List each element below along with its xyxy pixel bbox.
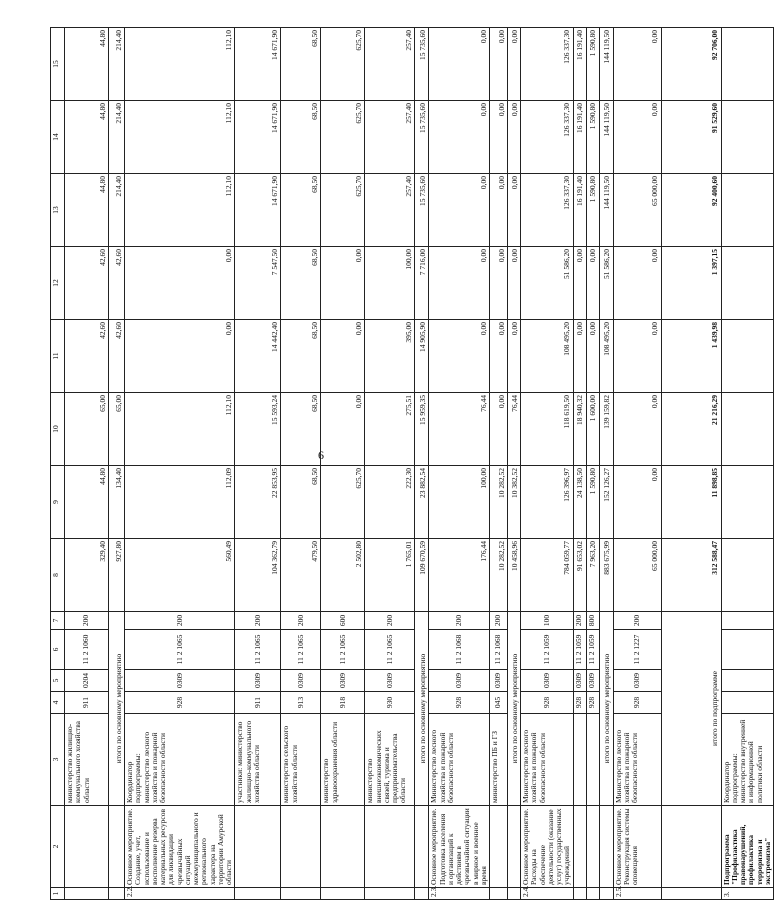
value-cell: 625,70 [321,101,365,174]
cell-rzpr: 0309 [125,670,235,692]
value-cell: 784 059,77 [521,539,574,612]
value-cell: 68,50 [281,101,321,174]
cell-csr: 11 2 1059 [573,630,586,670]
value-cell: 0,00 [573,247,586,320]
cell-rzpr: 0309 [321,670,365,692]
cell-grbs: 911 [235,692,281,714]
table-row [613,28,661,900]
value-cell: 0,00 [490,174,508,247]
cell-num: 2.5. [613,888,661,900]
value-cell: 42,60 [65,247,109,320]
header-cell-11: 11 [51,320,65,393]
cell-num [65,888,109,900]
cell-csr: 11 2 1065 [365,630,415,670]
cell-num [508,888,521,900]
value-cell: 10 382,52 [508,466,521,539]
value-cell: 214,40 [109,28,125,101]
empty-cell [721,247,774,320]
empty-cell [721,28,774,101]
value-cell: 257,40 [365,101,415,174]
header-cell-1: 1 [51,888,65,900]
header-cell-2: 2 [51,806,65,888]
header-row [51,28,65,900]
cell-grbs: 045 [490,692,508,714]
table-row [415,28,429,900]
cell-vr: 200 [573,612,586,630]
cell-csr: 11 2 1065 [235,630,281,670]
value-cell: 152 126,27 [599,466,613,539]
cell-vr: 200 [490,612,508,630]
value-cell: 23 882,54 [415,466,429,539]
value-cell: 0,00 [125,320,235,393]
cell-executor: министерство сельского хозяйства области [281,714,321,806]
value-cell: 68,50 [281,393,321,466]
value-cell: 0,00 [586,247,599,320]
header-cell-5: 5 [51,670,65,692]
table-row [490,28,508,900]
cell-vr: 200 [281,612,321,630]
value-cell: 0,00 [586,320,599,393]
value-cell: 44,80 [65,466,109,539]
value-cell: 0,00 [613,28,661,101]
value-cell: 1 439,98 [661,320,721,393]
value-cell: 14 671,90 [235,101,281,174]
value-cell: 0,00 [613,466,661,539]
value-cell: 68,50 [281,320,321,393]
value-cell: 42,60 [65,320,109,393]
cell-num: 2.2. [125,888,235,900]
value-cell: 100,00 [365,247,415,320]
value-cell: 91 653,02 [573,539,586,612]
value-cell: 126 337,30 [521,174,574,247]
value-cell: 68,50 [281,466,321,539]
value-cell: 312 588,47 [661,539,721,612]
cell-name [415,806,429,888]
cell-executor: министерство внешнеэкономических связей, туризма и предпринимательства области [365,714,415,806]
cell-vr: 200 [365,612,415,630]
value-cell: 0,00 [573,320,586,393]
table-row [521,28,574,900]
value-cell: 15 593,24 [235,393,281,466]
table-row [429,28,490,900]
empty-cell [721,466,774,539]
value-cell: 0,00 [429,247,490,320]
value-cell: 76,44 [429,393,490,466]
value-cell: 14 442,40 [235,320,281,393]
cell-name [508,806,521,888]
value-cell: 1 397,15 [661,247,721,320]
program-coordinator: Координатор подпрограммы: министерство внутренней и информационной политики области [721,714,774,806]
value-cell: 0,00 [321,247,365,320]
row-subtotal-label: итого по подпрограмме [661,612,721,806]
value-cell: 65,00 [65,393,109,466]
empty-cell [721,320,774,393]
cell-executor: министерство здравоохранения области [321,714,365,806]
cell-num [599,888,613,900]
row-total-label: итого по основному мероприятию [599,612,613,806]
value-cell: 68,50 [281,28,321,101]
header-cell-3: 3 [51,714,65,806]
cell-executor: участники: министерство жилищно-коммунального хозяйства области [235,714,281,806]
cell-executor [573,714,586,806]
cell-rzpr: 0309 [365,670,415,692]
cell-grbs: 928 [125,692,235,714]
cell-csr: 11 2 1065 [125,630,235,670]
table-rotation-wrapper [50,30,772,915]
value-cell: 222,30 [365,466,415,539]
cell-vr: 200 [235,612,281,630]
table-row [365,28,415,900]
cell-name [109,806,125,888]
value-cell: 329,40 [65,539,109,612]
table-row [65,28,109,900]
cell-grbs: 928 [429,692,490,714]
value-cell: 625,70 [321,28,365,101]
cell-name [661,806,721,888]
cell-executor: Министерство лесного хозяйства и пожарной безопасности области [521,714,574,806]
cell-num [235,888,281,900]
cell-num [281,888,321,900]
cell-name [490,806,508,888]
cell-name [586,806,599,888]
value-cell: 18 940,32 [573,393,586,466]
value-cell: 92 400,60 [661,174,721,247]
value-cell: 0,00 [490,393,508,466]
empty-cell [721,692,774,714]
cell-rzpr: 0309 [521,670,574,692]
value-cell: 1 600,00 [586,393,599,466]
value-cell: 24 138,50 [573,466,586,539]
table-row [586,28,599,900]
value-cell: 0,00 [613,247,661,320]
value-cell: 0,00 [508,101,521,174]
value-cell: 42,60 [109,247,125,320]
row-total-label: итого по основному мероприятию [109,612,125,806]
cell-vr: 200 [65,612,109,630]
value-cell: 395,00 [365,320,415,393]
value-cell: 112,10 [125,28,235,101]
value-cell: 65 000,00 [613,174,661,247]
cell-csr: 11 2 1227 [613,630,661,670]
value-cell: 560,49 [125,539,235,612]
cell-name [65,806,109,888]
value-cell: 0,00 [508,320,521,393]
cell-num [415,888,429,900]
cell-rzpr: 0309 [573,670,586,692]
empty-cell [721,630,774,670]
value-cell: 108 495,20 [599,320,613,393]
cell-executor: министерство жилищно-коммунального хозяйства области [65,714,109,806]
cell-num [573,888,586,900]
table-row [721,28,774,900]
value-cell: 112,10 [125,393,235,466]
value-cell: 0,00 [508,28,521,101]
value-cell: 108 495,20 [521,320,574,393]
cell-csr: 11 2 1065 [321,630,365,670]
cell-num [321,888,365,900]
value-cell: 7 547,50 [235,247,281,320]
value-cell: 0,00 [429,101,490,174]
value-cell: 10 458,96 [508,539,521,612]
cell-grbs: 911 [65,692,109,714]
cell-vr: 800 [586,612,599,630]
header-cell-8: 8 [51,539,65,612]
empty-cell [721,393,774,466]
table-body [51,28,774,900]
value-cell: 11 898,85 [661,466,721,539]
value-cell: 0,00 [490,28,508,101]
value-cell: 126 337,30 [521,101,574,174]
value-cell: 139 159,82 [599,393,613,466]
value-cell: 112,10 [125,101,235,174]
cell-grbs: 928 [521,692,574,714]
value-cell: 0,00 [508,247,521,320]
cell-vr: 600 [321,612,365,630]
header-cell-9: 9 [51,466,65,539]
value-cell: 14 671,90 [235,174,281,247]
cell-executor: Координатор подпрограммы: министерство лесного хозяйства и пожарной безопасности области [125,714,235,806]
row-total-label: итого по основному мероприятию [508,612,521,806]
value-cell: 65,00 [109,393,125,466]
budget-table [50,27,774,900]
table-row [321,28,365,900]
cell-rzpr: 0309 [586,670,599,692]
table-row [573,28,586,900]
cell-rzpr: 0309 [281,670,321,692]
cell-name [235,806,281,888]
empty-cell [721,539,774,612]
value-cell: 44,80 [65,174,109,247]
value-cell: 16 191,40 [573,174,586,247]
cell-grbs: 930 [365,692,415,714]
value-cell: 927,80 [109,539,125,612]
table-row [235,28,281,900]
page-number: 6 [318,448,324,462]
value-cell: 104 362,79 [235,539,281,612]
cell-num: 3. [721,888,774,900]
value-cell: 176,44 [429,539,490,612]
cell-executor: Министерство лесного хозяйства и пожарной безопасности области [429,714,490,806]
value-cell: 883 675,99 [599,539,613,612]
cell-grbs: 928 [586,692,599,714]
value-cell: 1 590,80 [586,466,599,539]
cell-name: Основное мероприятие. Расходы на обеспечение деятельности (оказание услуг) государственных учреждений [521,806,574,888]
empty-cell [721,670,774,692]
value-cell: 15 959,35 [415,393,429,466]
cell-name [321,806,365,888]
cell-csr: 11 2 1065 [281,630,321,670]
cell-num: 2.4. [521,888,574,900]
cell-executor: Министерство лесного хозяйства и пожарной безопасности области [613,714,661,806]
value-cell: 134,40 [109,466,125,539]
cell-executor [586,714,599,806]
cell-num [109,888,125,900]
cell-num [661,888,721,900]
cell-grbs: 913 [281,692,321,714]
header-cell-14: 14 [51,101,65,174]
value-cell: 257,40 [365,174,415,247]
cell-num [586,888,599,900]
value-cell: 7 963,20 [586,539,599,612]
cell-name [365,806,415,888]
value-cell: 15 735,60 [415,28,429,101]
value-cell: 15 735,60 [415,174,429,247]
cell-name: Основное мероприятие. Подготовка населения и организаций к действиям в чрезвычайной ситуации в мирное и военное время [429,806,490,888]
header-cell-10: 10 [51,393,65,466]
value-cell: 625,70 [321,466,365,539]
empty-cell [721,101,774,174]
cell-csr: 11 2 1068 [429,630,490,670]
value-cell: 7 716,00 [415,247,429,320]
value-cell: 0,00 [613,393,661,466]
value-cell: 1 590,80 [586,28,599,101]
cell-name [599,806,613,888]
table-row [661,28,721,900]
table-row [125,28,235,900]
value-cell: 22 853,95 [235,466,281,539]
cell-num [490,888,508,900]
cell-grbs: 928 [573,692,586,714]
value-cell: 118 619,50 [521,393,574,466]
value-cell: 625,70 [321,174,365,247]
cell-name: Основное мероприятие. Создание, учет, использование и восполнение резерва материальных ресурсов для ликвидации чрезвычайных ситуаций межмуниципального и регионального характера на территории Амурской области [125,806,235,888]
cell-rzpr: 0204 [65,670,109,692]
cell-vr: 200 [429,612,490,630]
cell-name: Основное мероприятие. Реконструкция системы оповещения [613,806,661,888]
value-cell: 144 119,50 [599,174,613,247]
value-cell: 10 282,52 [490,466,508,539]
value-cell: 0,00 [429,174,490,247]
value-cell: 144 119,50 [599,101,613,174]
cell-rzpr: 0309 [613,670,661,692]
value-cell: 257,40 [365,28,415,101]
value-cell: 44,80 [65,28,109,101]
cell-csr: 11 2 1059 [586,630,599,670]
value-cell: 0,00 [429,320,490,393]
header-cell-6: 6 [51,630,65,670]
value-cell: 0,00 [321,320,365,393]
value-cell: 65 000,00 [613,539,661,612]
table-row [109,28,125,900]
value-cell: 51 586,20 [599,247,613,320]
value-cell: 76,44 [508,393,521,466]
cell-vr: 100 [521,612,574,630]
program-name: Подпрограмма "Профилактика правонарушений, профилактика терроризма и экстремизма" [721,806,774,888]
value-cell: 10 282,52 [490,539,508,612]
table-row [281,28,321,900]
value-cell: 144 119,50 [599,28,613,101]
table-row [508,28,521,900]
value-cell: 16 191,40 [573,101,586,174]
value-cell: 0,00 [613,320,661,393]
value-cell: 16 191,40 [573,28,586,101]
cell-csr: 11 2 1059 [521,630,574,670]
value-cell: 42,60 [109,320,125,393]
value-cell: 21 216,29 [661,393,721,466]
value-cell: 214,40 [109,101,125,174]
value-cell: 15 735,60 [415,101,429,174]
value-cell: 112,10 [125,174,235,247]
value-cell: 1 590,80 [586,174,599,247]
cell-grbs: 918 [321,692,365,714]
value-cell: 0,00 [613,101,661,174]
value-cell: 126 337,30 [521,28,574,101]
cell-rzpr: 0309 [490,670,508,692]
value-cell: 275,51 [365,393,415,466]
value-cell: 68,50 [281,247,321,320]
cell-vr: 200 [613,612,661,630]
value-cell: 0,00 [429,28,490,101]
header-cell-12: 12 [51,247,65,320]
header-cell-15: 15 [51,28,65,101]
header-cell-4: 4 [51,692,65,714]
value-cell: 100,00 [429,466,490,539]
value-cell: 68,50 [281,174,321,247]
cell-name [573,806,586,888]
header-cell-13: 13 [51,174,65,247]
row-total-label: итого по основному мероприятию [415,612,429,806]
value-cell: 44,80 [65,101,109,174]
table-row [599,28,613,900]
value-cell: 0,00 [490,320,508,393]
cell-num [365,888,415,900]
cell-executor: министерство ПБ и ГЗ [490,714,508,806]
cell-csr: 11 2 1060 [65,630,109,670]
cell-rzpr: 0309 [235,670,281,692]
value-cell: 0,00 [321,393,365,466]
rotated-table-area [50,30,772,915]
cell-name [281,806,321,888]
header-cell-7: 7 [51,612,65,630]
value-cell: 14 671,90 [235,28,281,101]
value-cell: 214,40 [109,174,125,247]
value-cell: 2 502,80 [321,539,365,612]
value-cell: 1 590,80 [586,101,599,174]
value-cell: 1 765,01 [365,539,415,612]
value-cell: 479,50 [281,539,321,612]
value-cell: 0,00 [490,101,508,174]
value-cell: 112,09 [125,466,235,539]
cell-csr: 11 2 1068 [490,630,508,670]
value-cell: 0,00 [490,247,508,320]
value-cell: 0,00 [508,174,521,247]
value-cell: 91 529,60 [661,101,721,174]
value-cell: 109 670,59 [415,539,429,612]
cell-rzpr: 0309 [429,670,490,692]
value-cell: 0,00 [125,247,235,320]
value-cell: 126 396,97 [521,466,574,539]
cell-vr: 200 [125,612,235,630]
empty-cell [721,174,774,247]
cell-num: 2.3. [429,888,490,900]
empty-cell [721,612,774,630]
value-cell: 14 905,90 [415,320,429,393]
value-cell: 92 706,00 [661,28,721,101]
cell-grbs: 928 [613,692,661,714]
value-cell: 51 586,20 [521,247,574,320]
